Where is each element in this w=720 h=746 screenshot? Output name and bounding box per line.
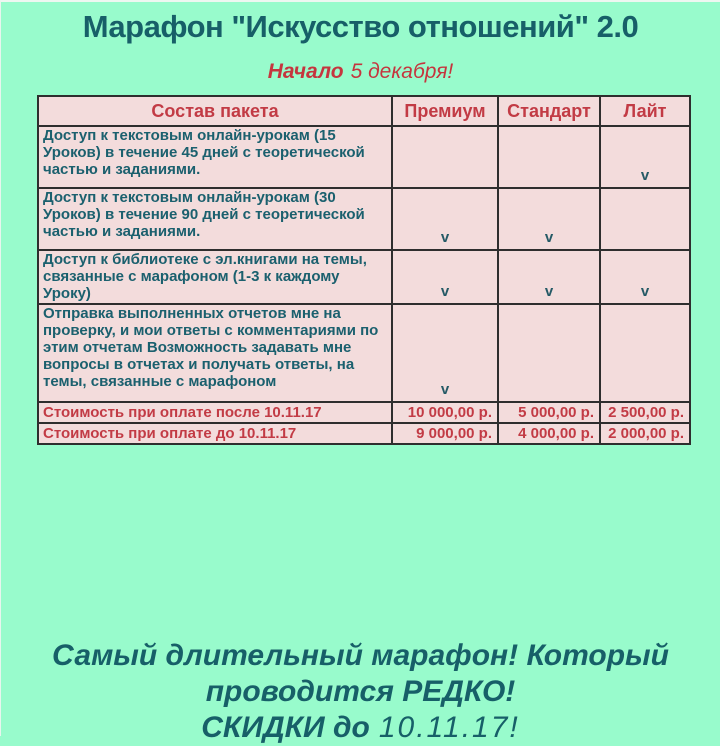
check-standard [498,304,600,402]
column-header-standard: Стандарт [498,96,600,126]
price-light: 2 500,00 р. [600,402,690,423]
feature-row-lessons-15 [38,126,690,188]
check-premium: v [392,250,498,304]
price-standard: 4 000,00 р. [498,423,600,444]
price-light: 2 000,00 р. [600,423,690,444]
price-label: Стоимость при оплате до 10.11.17 [38,423,392,444]
price-standard: 5 000,00 р. [498,402,600,423]
column-header-light: Лайт [600,96,690,126]
check-light: v [600,250,690,304]
start-date-prefix: Начало [267,60,344,83]
price-row-after [38,402,690,423]
check-light: v [600,126,690,188]
start-date-line [1,60,720,84]
check-standard [498,126,600,188]
column-header-composition: Состав пакета [38,96,392,126]
check-light [600,304,690,402]
footer-line-3 [1,710,720,746]
footer-discount-date: 10.11.17! [378,711,520,745]
price-premium: 10 000,00 р. [392,402,498,423]
check-premium [392,126,498,188]
price-row-before [38,423,690,444]
feature-text: Доступ к библиотеке с эл.книгами на темы, связанные с марафоном (1-3 к каждому Уроку) [38,250,392,304]
table-header-row [38,96,690,126]
check-premium: v [392,304,498,402]
price-premium: 9 000,00 р. [392,423,498,444]
feature-text: Доступ к текстовым онлайн-урокам (30 Уроков) в течение 90 дней с теоретической частью и заданиями. [38,188,392,250]
footer-slogan [1,638,720,746]
feature-text: Доступ к текстовым онлайн-урокам (15 Уроков) в течение 45 дней с теоретической частью и заданиями. [38,126,392,188]
price-label: Стоимость при оплате после 10.11.17 [38,402,392,423]
feature-row-library [38,250,690,304]
check-standard: v [498,188,600,250]
footer-line-1: Самый длительный марафон! Который [51,639,669,673]
column-header-premium: Премиум [392,96,498,126]
check-standard: v [498,250,600,304]
package-comparison-table [37,95,691,445]
start-date-value: 5 декабря! [350,60,454,83]
feature-row-reports [38,304,690,402]
check-light [600,188,690,250]
check-premium: v [392,188,498,250]
footer-discount-text: СКИДКИ до [201,711,370,745]
footer-line-2: проводится РЕДКО! [205,675,516,709]
page-title: Марафон "Искусство отношений" 2.0 [82,9,639,44]
feature-row-lessons-30 [38,188,690,250]
feature-text: Отправка выполненных отчетов мне на проверку, и мои ответы с комментариями по этим отчетам Возможность задавать мне вопросы в отчетах и получать ответы, на темы, связанные с марафоном [38,304,392,402]
